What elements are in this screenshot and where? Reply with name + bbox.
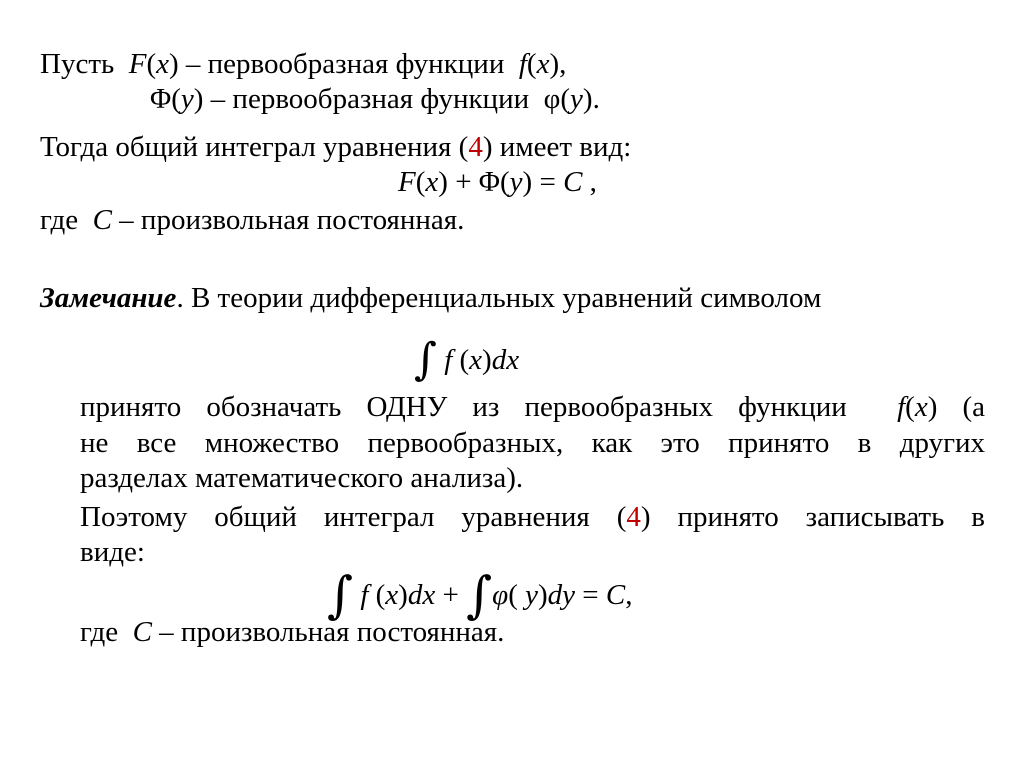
var-x: x	[469, 344, 483, 376]
var-y: y	[525, 579, 538, 611]
var-x: x	[385, 579, 399, 611]
text: – первообразная функции	[210, 83, 530, 115]
var-f: f	[897, 391, 906, 423]
line-where-C	[40, 206, 464, 235]
integral-sign: ∫	[414, 334, 437, 385]
paragraph2-line-1	[80, 503, 985, 532]
text: где	[40, 204, 79, 236]
text: принято обозначать ОДНУ из первообразных функции	[80, 391, 847, 423]
var-Phi: Φ	[478, 166, 500, 198]
remark-title: Замечание	[40, 282, 177, 314]
equation-reference: 4	[626, 501, 641, 533]
text: (а	[962, 391, 986, 423]
var-C: C	[605, 579, 626, 611]
text: где	[80, 616, 119, 648]
var-C: C	[132, 616, 152, 648]
line-let-F: Пусть F(x) – первообразная функции f(x),	[40, 48, 567, 80]
equation-reference: 4	[468, 131, 483, 163]
punct: .	[592, 83, 600, 115]
dy: dy	[547, 579, 576, 611]
var-C: C	[92, 204, 112, 236]
text: – первообразная функции	[185, 48, 505, 80]
text: ) имеет вид:	[482, 131, 632, 163]
var-f: f	[518, 48, 527, 80]
text: ) принято записывать в	[640, 501, 985, 533]
var-y: y	[509, 166, 523, 198]
punct: ,	[625, 579, 633, 611]
var-x: x	[914, 391, 928, 423]
equation-general-integral: F(x) + Φ(y) = C ,	[398, 166, 597, 198]
equation-integral-form: ∫ f (x)dx + ∫φ( y)dy = C,	[327, 566, 633, 624]
var-x: x	[425, 166, 439, 198]
var-f: f	[444, 344, 453, 376]
integral-expression: ∫ f (x)dx	[414, 334, 520, 385]
paragraph2-line-2	[80, 538, 145, 567]
var-F: F	[128, 48, 147, 80]
punct: ,	[559, 48, 567, 80]
var-phi: φ	[492, 579, 509, 611]
punct: ,	[589, 166, 597, 198]
text: Пусть	[40, 48, 115, 80]
var-f: f	[360, 579, 369, 611]
var-x: x	[536, 48, 550, 80]
dx: dx	[491, 344, 520, 376]
var-C: C	[563, 166, 583, 198]
var-y: y	[570, 83, 583, 115]
integral-sign: ∫	[327, 566, 354, 624]
paragraph-line-2	[80, 429, 985, 458]
plus: +	[442, 579, 459, 611]
var-Phi: Φ	[150, 83, 172, 115]
remark-line	[40, 284, 821, 313]
text: виде:	[80, 536, 145, 568]
var-phi: φ	[543, 83, 561, 115]
text: Поэтому общий интеграл уравнения (	[80, 501, 627, 533]
line-general-integral	[40, 133, 631, 162]
paragraph-line-1: принято обозначать ОДНУ из первообразных функции f(x) (а	[80, 391, 986, 423]
var-y: y	[180, 83, 194, 115]
dx: dx	[407, 579, 436, 611]
text: – произвольная постоянная.	[119, 204, 465, 236]
var-x: x	[156, 48, 169, 80]
line-where-C-final	[80, 618, 504, 647]
integral-sign: ∫	[466, 566, 493, 624]
text: Тогда общий интеграл уравнения (	[40, 131, 469, 163]
equals: =	[582, 579, 599, 611]
equals: =	[539, 166, 556, 198]
text: – произвольная постоянная.	[159, 616, 505, 648]
var-F: F	[398, 166, 416, 198]
plus: +	[455, 166, 472, 198]
text: . В теории дифференциальных уравнений символом	[176, 282, 822, 314]
paragraph-line-3	[80, 464, 523, 493]
text: не все множество первообразных, как это принято в других	[80, 427, 985, 459]
text: разделах математического анализа).	[80, 462, 524, 494]
line-Phi: Φ(y) – первообразная функции φ(y).	[150, 83, 600, 115]
